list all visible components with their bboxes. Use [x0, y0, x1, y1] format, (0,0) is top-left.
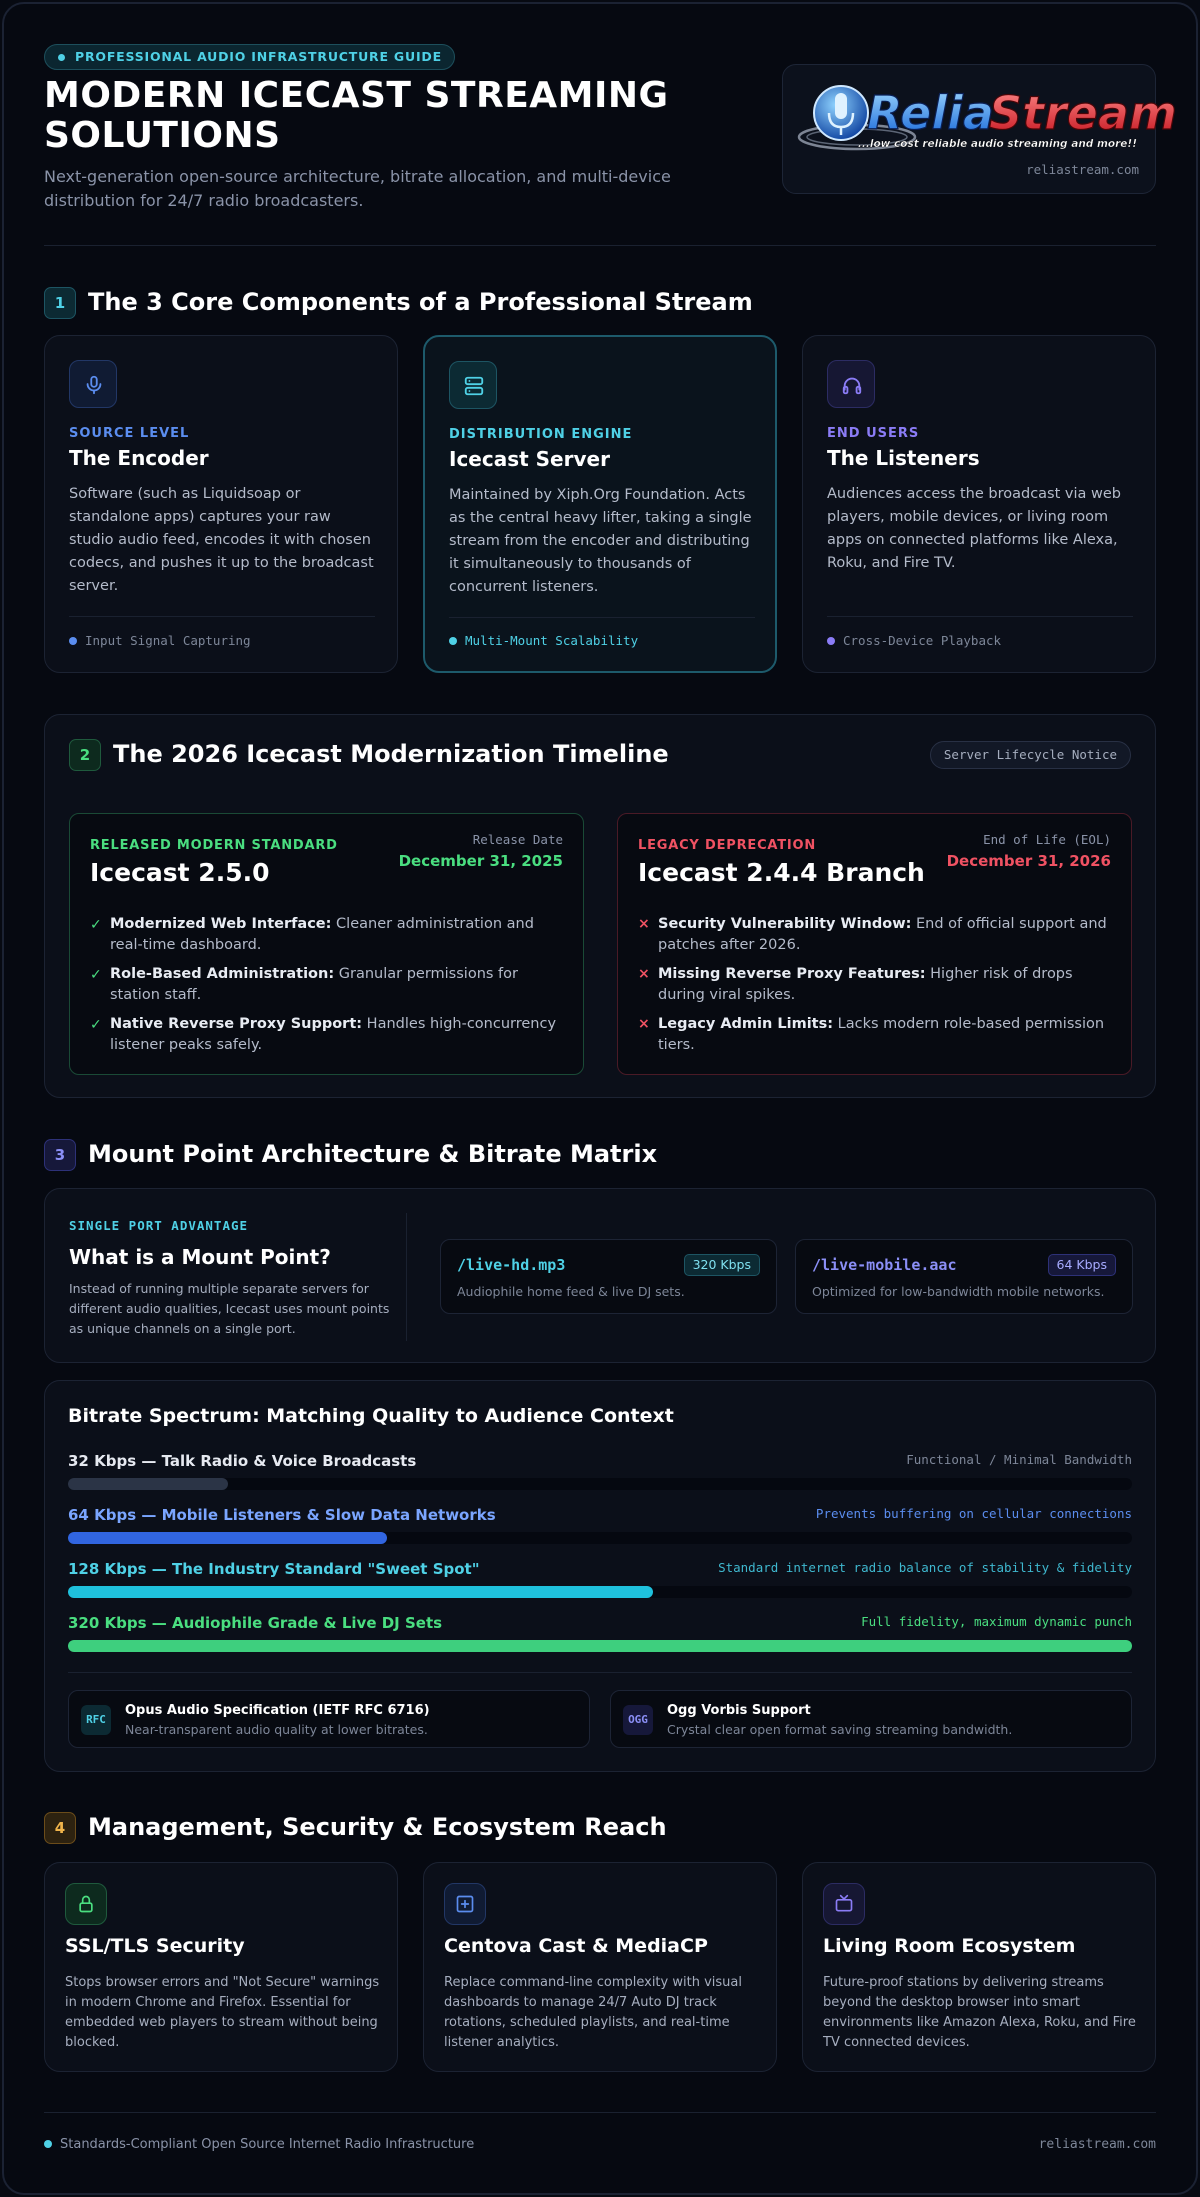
bitrate-label-64: 64 Kbps — Mobile Listeners & Slow Data Networks [68, 1506, 496, 1524]
cross-icon: × [638, 966, 650, 982]
logo-card [782, 64, 1177, 194]
cross-icon: × [638, 916, 650, 932]
footer-divider [44, 2112, 1156, 2113]
release-item-2-text: Granular permissions for station staff. [110, 966, 518, 1003]
opus-spec-card [68, 1690, 590, 1748]
ssl-card [44, 1862, 398, 2072]
release-kicker: RELEASED MODERN STANDARD [90, 838, 338, 853]
bitrate-fill-320 [68, 1640, 1132, 1652]
bitrate-label-32: 32 Kbps — Talk Radio & Voice Broadcasts [68, 1452, 417, 1470]
check-icon: ✓ [90, 967, 102, 983]
bitrate-note-320: Full fidelity, maximum dynamic punch [861, 1614, 1132, 1629]
guide-badge [44, 44, 455, 70]
badge-dot [58, 54, 65, 61]
centova-title: Centova Cast & MediaCP [444, 1935, 708, 1957]
check-icon: ✓ [90, 917, 102, 933]
opus-spec-title: Opus Audio Specification (IETF RFC 6716) [125, 1703, 430, 1718]
timeline-panel [44, 714, 1156, 1098]
encoder-footer [69, 633, 251, 648]
mount-point-panel [44, 1188, 1156, 1363]
ecosystem-card [802, 1862, 1156, 2072]
listeners-title: The Listeners [827, 446, 980, 470]
deprecation-kicker: LEGACY DEPRECATION [638, 838, 817, 853]
mount-card-hd[interactable] [440, 1239, 777, 1314]
deprecation-item-3-text: Lacks modern role-based permission tiers. [658, 1016, 1105, 1053]
check-icon: ✓ [90, 1017, 102, 1033]
release-date: December 31, 2025 [398, 852, 563, 870]
release-title: Icecast 2.5.0 [90, 858, 270, 887]
section2-number: 2 [69, 739, 101, 771]
listeners-icon-box [827, 360, 875, 408]
bitrate-badge-hd: 320 Kbps [684, 1254, 760, 1276]
bitrate-track-64 [68, 1532, 1132, 1544]
bitrate-note-32: Functional / Minimal Bandwidth [906, 1452, 1132, 1467]
cross-icon: × [638, 1016, 650, 1032]
encoder-icon-box [69, 360, 117, 408]
ecosystem-icon-box [823, 1883, 865, 1925]
lifecycle-notice-tag: Server Lifecycle Notice [930, 741, 1131, 769]
encoder-footer-dot [69, 637, 77, 645]
ssl-icon-box [65, 1883, 107, 1925]
bitrate-note-128: Standard internet radio balance of stability & fidelity [718, 1560, 1132, 1575]
logo-url: reliastream.com [1026, 162, 1139, 177]
mount-title: What is a Mount Point? [69, 1245, 331, 1269]
deprecation-item-2-text: Higher risk of drops during viral spikes. [658, 966, 1073, 1003]
server-icon [463, 375, 485, 397]
mount-desc-hd: Audiophile home feed & live DJ sets. [457, 1284, 685, 1299]
bitrate-track-320 [68, 1640, 1132, 1652]
server-icon-box [449, 361, 497, 409]
icecast-server-card [423, 335, 777, 673]
listeners-footer [827, 633, 1001, 648]
server-divider [449, 617, 755, 618]
listeners-kicker: END USERS [827, 426, 920, 441]
server-footer-dot [449, 637, 457, 645]
bitrate-badge-mobile: 64 Kbps [1048, 1254, 1116, 1276]
plus-square-icon [455, 1894, 475, 1914]
deprecation-item-2-title: Missing Reverse Proxy Features: [658, 966, 926, 982]
section3-title: Mount Point Architecture & Bitrate Matrix [88, 1140, 658, 1168]
page-title: MODERN ICECAST STREAMING SOLUTIONS [44, 75, 669, 156]
bitrate-track-128 [68, 1586, 1132, 1598]
bitrate-note-64: Prevents buffering on cellular connections [815, 1506, 1132, 1521]
vorbis-spec-card [610, 1690, 1132, 1748]
encoder-title: The Encoder [69, 446, 209, 470]
deprecation-item-2 [658, 964, 1113, 1006]
rfc-icon: RFC [81, 1705, 111, 1735]
spectrum-divider [68, 1672, 1132, 1673]
section4-title: Management, Security & Ecosystem Reach [88, 1813, 667, 1841]
encoder-footer-label: Input Signal Capturing [85, 633, 251, 648]
section1-title: The 3 Core Components of a Professional Stream [88, 288, 753, 316]
bitrate-label-320: 320 Kbps — Audiophile Grade & Live DJ Sets [68, 1614, 443, 1632]
release-item-3-title: Native Reverse Proxy Support: [110, 1016, 363, 1032]
section1-number: 1 [44, 287, 76, 319]
eol-date: December 31, 2026 [946, 852, 1111, 870]
deprecation-item-3 [658, 1014, 1113, 1056]
ssl-body: Stops browser errors and "Not Secure" warnings in modern Chrome and Firefox. Essential for embedded web players to stream without being blocked. [65, 1975, 380, 2050]
mount-body: Instead of running multiple separate servers for different audio qualities, Icecast uses mount points as unique channels on a single port. [69, 1281, 390, 1336]
release-item-3 [110, 1014, 565, 1056]
vorbis-spec-desc: Crystal clear open format saving streaming bandwidth. [667, 1722, 1013, 1737]
mount-path-mobile: /live-mobile.aac [812, 1256, 957, 1274]
ecosystem-body: Future-proof stations by delivering streams beyond the desktop browser into smart environments like Amazon Alexa, Roku, and Fire TV connected devices. [823, 1975, 1136, 2050]
server-footer [449, 633, 638, 648]
listeners-body: Audiences access the broadcast via web players, mobile devices, or living room apps on connected platforms like Alexa, Roku, and Fire TV. [827, 486, 1121, 571]
guide-badge-label: PROFESSIONAL AUDIO INFRASTRUCTURE GUIDE [75, 49, 442, 64]
headphones-icon [841, 374, 863, 396]
server-body: Maintained by Xiph.Org Foundation. Acts as the central heavy lifter, taking a single stream from the encoder and distributing it simultaneously to thousands of concurrent listeners. [449, 487, 752, 595]
release-item-2-title: Role-Based Administration: [110, 966, 335, 982]
listeners-footer-dot [827, 637, 835, 645]
server-kicker: DISTRIBUTION ENGINE [449, 427, 633, 442]
logo-word-stream: Stream [989, 86, 1177, 140]
deprecation-box [617, 813, 1132, 1075]
release-box [69, 813, 584, 1075]
deprecation-item-1-title: Security Vulnerability Window: [658, 916, 912, 932]
mount-card-mobile[interactable] [795, 1239, 1133, 1314]
encoder-kicker: SOURCE LEVEL [69, 426, 190, 441]
bitrate-fill-64 [68, 1532, 387, 1544]
tv-icon [834, 1894, 854, 1914]
section2-title: The 2026 Icecast Modernization Timeline [113, 740, 669, 768]
opus-spec-desc: Near-transparent audio quality at lower bitrates. [125, 1722, 428, 1737]
release-item-1-text: Cleaner administration and real-time dashboard. [110, 916, 534, 953]
footer-tagline [44, 2137, 474, 2152]
deprecation-item-1-text: End of official support and patches after 2026. [658, 916, 1107, 953]
deprecation-title: Icecast 2.4.4 Branch [638, 858, 925, 887]
spectrum-title: Bitrate Spectrum: Matching Quality to Audience Context [68, 1405, 674, 1427]
centova-card [423, 1862, 777, 2072]
deprecation-item-3-title: Legacy Admin Limits: [658, 1016, 834, 1032]
release-date-label: Release Date [472, 832, 563, 847]
ecosystem-title: Living Room Ecosystem [823, 1935, 1076, 1957]
mount-path-hd: /live-hd.mp3 [457, 1256, 566, 1274]
footer-dot [44, 2140, 52, 2148]
listeners-card [802, 335, 1156, 673]
mount-kicker: SINGLE PORT ADVANTAGE [69, 1218, 249, 1233]
section3-number: 3 [44, 1139, 76, 1171]
server-footer-label: Multi-Mount Scalability [465, 633, 639, 648]
mount-divider [406, 1213, 407, 1341]
encoder-divider [69, 616, 375, 617]
release-item-2 [110, 964, 565, 1006]
lock-icon [76, 1894, 96, 1914]
section4-number: 4 [44, 1812, 76, 1844]
server-title: Icecast Server [449, 447, 610, 471]
listeners-footer-label: Cross-Device Playback [843, 633, 1002, 648]
ogg-icon: OGG [623, 1705, 653, 1735]
encoder-card [44, 335, 398, 673]
deprecation-item-1 [658, 914, 1113, 956]
centova-icon-box [444, 1883, 486, 1925]
footer-url: reliastream.com [1038, 2137, 1156, 2152]
bitrate-fill-32 [68, 1478, 228, 1490]
mount-desc-mobile: Optimized for low-bandwidth mobile networks. [812, 1284, 1105, 1299]
footer-tagline-text: Standards-Compliant Open Source Internet Radio Infrastructure [60, 2137, 475, 2152]
bitrate-label-128: 128 Kbps — The Industry Standard "Sweet Spot" [68, 1560, 480, 1578]
listeners-divider [827, 616, 1133, 617]
vorbis-spec-title: Ogg Vorbis Support [667, 1703, 811, 1718]
microphone-icon [83, 374, 105, 396]
centova-body: Replace command-line complexity with visual dashboards to manage 24/7 Auto DJ track rotations, scheduled playlists, and real-time listener analytics. [444, 1975, 742, 2050]
reliastream-logo [797, 79, 1177, 159]
ssl-title: SSL/TLS Security [65, 1935, 245, 1957]
bitrate-track-32 [68, 1478, 1132, 1490]
eol-date-label: End of Life (EOL) [983, 832, 1111, 847]
encoder-body: Software (such as Liquidsoap or standalone apps) captures your raw studio audio feed, encodes it with chosen codecs, and pushes it up to the broadcast server. [69, 486, 374, 594]
header-divider [44, 245, 1156, 246]
page-subtitle: Next-generation open-source architecture, bitrate allocation, and multi-device distribution for 24/7 radio broadcasters. [44, 167, 671, 210]
bitrate-fill-128 [68, 1586, 653, 1598]
release-item-1-title: Modernized Web Interface: [110, 916, 332, 932]
logo-tagline: ...low cost reliable audio streaming and more!! [857, 138, 1137, 150]
release-item-1 [110, 914, 565, 956]
release-item-3-text: Handles high-concurrency listener peaks safely. [110, 1016, 557, 1053]
logo-word-relia: Relia [867, 86, 994, 140]
